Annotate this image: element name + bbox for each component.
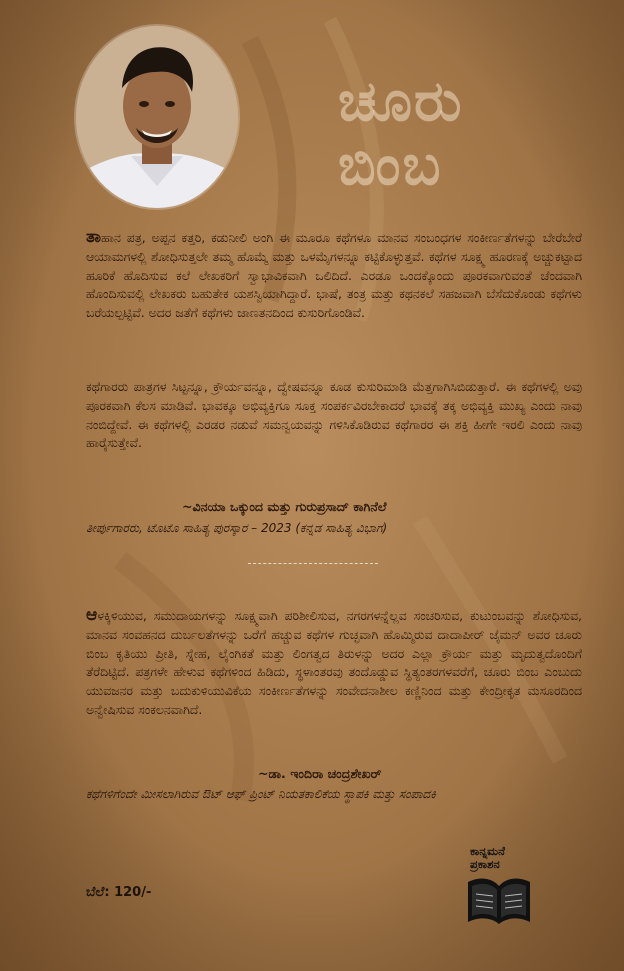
review1-paragraph2: ಕಥೆಗಾರರು ಪಾತ್ರಗಳ ಸಿಟ್ಟನ್ನೂ, ಕ್ರೌರ್ಯವನ್ನೂ, ದ್ವೇಷವನ್ನೂ ಕೂಡ ಕುಸುರಿಮಾಡಿ ಮೆತ್ತಗಾಗಿಸಿಬಿಡುತ್ತಾರೆ. ಈ ಕಥೆಗಳಲ್ಲಿ ಅವು ಪೂರಕವಾಗಿ ಕೆಲಸ ಮಾಡಿವೆ. ಭಾವಕ್ಕೂ ಅಭಿವ್ಯಕ್ತಿಗೂ ಸೂಕ್ತ ಸಂಪರ್ಕವಿರಬೇಕಾದರೆ ಭಾವಕ್ಕೆ ತಕ್ಕ ಅಭಿವ್ಯಕ್ತಿ ಮುಖ್ಯ ಎಂದು ನಾವು ನಂಬಿದ್ದೇವೆ. ಈ ಕಥೆಗಳಲ್ಲಿ ಎರಡರ ನಡುವೆ ಸಮನ್ವಯವನ್ನು ಗಳಿಸಿಕೊಡಿರುವ ಕಥೆಗಾರರ ಈ ಶಕ್ತಿ ಹೀಗೇ ಇರಲಿ ಎಂದು ನಾವು ಹಾರೈಸುತ್ತೇವೆ. [86,379,582,451]
publisher-name-line2: ಪ್ರಕಾಶನ [470,857,500,871]
price-label: ಬೆಲೆ: 120/- [86,885,152,900]
review1-dropcap: ತಾ [86,227,102,247]
review2-author: ~ಡಾ. ಇಂದಿರಾ ಚಂದ್ರಶೇಖರ್ [258,766,382,781]
open-book-icon [466,872,532,928]
review2-text: ಳಕ್ಕಿಳಿಯುವ, ಸಮುದಾಯಗಳನ್ನು ಸೂಕ್ಷ್ಮವಾಗಿ ಪರಿಶೀಲಿಸುವ, ನಗರಗಳನ್ನೆಲ್ಲವ ಸಂಚರಿಸುವ, ಕುಟುಂಬವನ್ನು ಶೋಧಿಸುವ, ಮಾನವ ಸಂವಹನದ ದುರ್ಬಲತೆಗಳನ್ನು ಒರೆಗೆ ಹಚ್ಚುವ ಕಥೆಗಳ ಗುಚ್ಛವಾಗಿ ಹೊಮ್ಮಿರುವ ದಾದಾಪೀರ್ ಜೈಮನ್ ಅವರ ಚೂರು ಬಿಂಬ ಕೃತಿಯು ಪ್ರೀತಿ, ಸ್ನೇಹ, ಲೈಂಗಿಕತೆ ಮತ್ತು ಲಿಂಗತ್ವದ ತಿರುಳನ್ನು ಅದರ ಎಲ್ಲಾ ಕ್ರೌರ್ಯ ಮತ್ತು ಮೃದುತ್ವದೊಂದಿಗೆ ತೆರೆದಿಟ್ಟಿದೆ. ಪತ್ರಗಳೇ ಹೇಳುವ ಕಥೆಗಳಿಂದ ಹಿಡಿದು, ಸ್ಥಳಾಂತರವು ತಂದೊಡ್ಡುವ ಸ್ಥಿತ್ಯಂತರಗಳವರೆಗೆ, ಚೂರು ಬಿಂಬ ಎಂಬುದು ಯುವಜನರ ಮತ್ತು ಬದುಕುಳಿಯುವಿಕೆಯ ಸಂಕೀರ್ಣತೆಗಳನ್ನು ಸಂವೇದನಾಶೀಲ ಕಣ್ಣಿನಿಂದ ಮತ್ತು ಕೇಂದ್ರೀಕೃತ ಮಸೂರದಿಂದ ಅನ್ವೇಷಿಸುವ ಸಂಕಲನವಾಗಿದೆ. [86,608,582,717]
review1-paragraph1 [86,228,582,323]
review1-author-role: ತೀರ್ಪುಗಾರರು, ಟೊಟೊ ಸಾಹಿತ್ಯ ಪುರಸ್ಕಾರ – 2023 (ಕನ್ನಡ ಸಾಹಿತ್ಯ ವಿಭಾಗ) [86,521,388,535]
review2-author-role: ಕಥೆಗಳಿಗೆಂದೇ ಮೀಸಲಾಗಿರುವ ಔಟ್ ಆಫ್ ಪ್ರಿಂಟ್ ನಿಯತಕಾಲಿಕೆಯ ಸ್ಥಾಪಕಿ ಮತ್ತು ಸಂಪಾದಕಿ [86,787,436,801]
review1-author: ~ವಿನಯಾ ಒಕ್ಕುಂದ ಮತ್ತು ಗುರುಪ್ರಸಾದ್ ಕಾಗಿನೆಲೆ [182,499,387,514]
review2-paragraph [86,606,582,720]
publisher-name [470,845,574,871]
section-divider [248,563,378,564]
book-title-line2: ಬಿಂಬ [338,133,443,198]
review2-dropcap: ಆ [86,605,98,625]
publisher-name-line1: ಕಾನ್ನಮನೆ [470,844,505,858]
book-title-watermark [338,70,528,198]
author-photo [76,26,238,208]
book-title-line1: ಚೂರು [338,69,464,134]
author-portrait-illustration [76,26,238,208]
review1-text: ಹಾನ ಪತ್ರ, ಅಪ್ಪನ ಕತ್ತರಿ, ಕಡುನೀಲಿ ಅಂಗಿ ಈ ಮೂರೂ ಕಥೆಗಳೂ ಮಾನವ ಸಂಬಂಧಗಳ ಸಂಕೀರ್ಣತೆಗಳನ್ನು ಬೇರೆಬೇರೆ ಆಯಾಮಗಳಲ್ಲಿ ಶೋಧಿಸುತ್ತಲೇ ತಮ್ಮ ಹೊಮ್ಮೆ ಮತ್ತು ಒಳಮೈಗಳನ್ನೂ ಕಟ್ಟಿಕೊಳ್ಳುತ್ತವೆ. ಕಥೆಗಳ ಸೂಕ್ಷ್ಮ ಹೂರಣಕ್ಕೆ ಅಚ್ಚುಕಟ್ಟಾದ ಹೂರಿಕೆ ಹೊದಿಸುವ ಕಲೆ ಲೇಖಕರಿಗೆ ಸ್ವಾಭಾವಿಕವಾಗಿ ಒಲಿದಿದೆ. ಎರಡೂ ಒಂದಕ್ಕೊಂದು ಪೂರಕವಾಗುವಂತೆ ಚೆಂದವಾಗಿ ಹೊಂದಿಸುವಲ್ಲಿ ಲೇಖಕರು ಬಹುತೇಕ ಯಶಸ್ವಿಯಾಗಿದ್ದಾರೆ. ಭಾಷೆ, ತಂತ್ರ ಮತ್ತು ಕಥನಕಲೆ ಸಹಜವಾಗಿ ಬೆಸೆದುಕೊಂಡು ಕಥೆಗಳು ಬರೆಯಲ್ಪಟ್ಟಿವೆ. ಅದರ ಜತೆಗೆ ಕಥೆಗಳು ಜಾಣತನದಿಂದ ಕುಸುರಿಗೊಂಡಿವೆ. [86,230,582,321]
